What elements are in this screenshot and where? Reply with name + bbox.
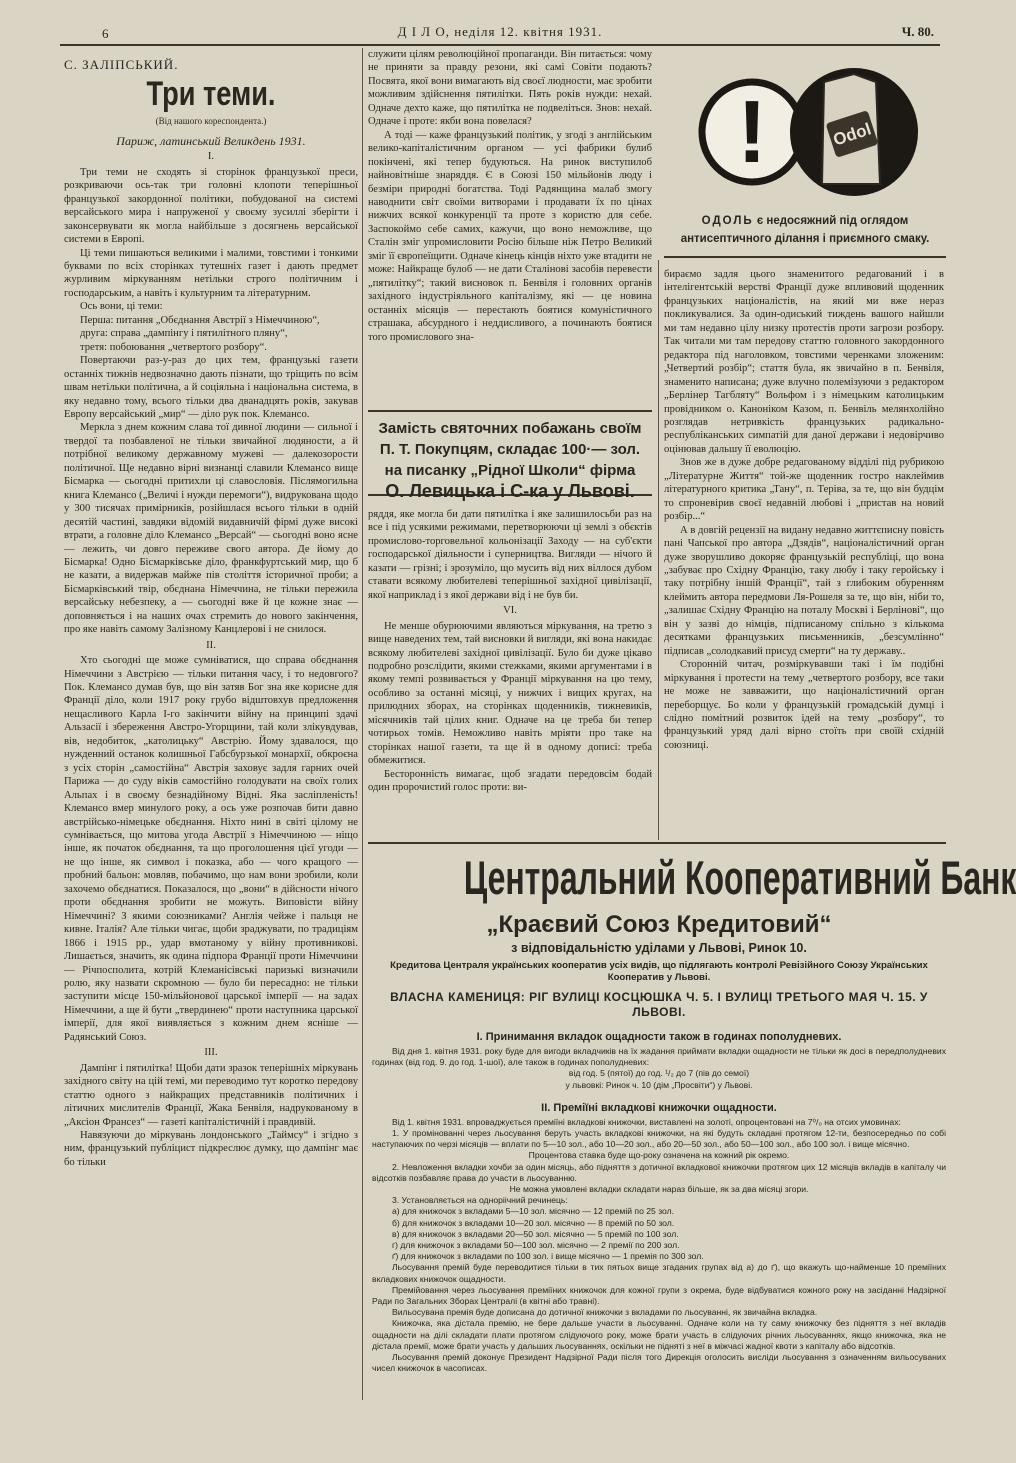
odol-slogan-line-2: антисептичного ділання і приємного смаку. <box>680 233 930 245</box>
article-paragraph: Перша: питання „Обєднання Австрії з Німеччиною“, <box>80 314 320 326</box>
odol-brand: Odol <box>830 119 874 150</box>
article-paragraph: Не менше обурюючими являються міркування, на третю з вище наведених тем, тай висновки й вигляди, які вона накидає всякому любителеві західної цивілізації. Було би дуже цікаво подробно розслідити, якими стежками, якими аргументами і в якому темпі розвивається у Франції міркування на цю тему, особливо за останні місяці, у нижчих і вищих кругах, на прилюдних зборах, на сторінках щоденників, тижневиків, місячників тай цілих книг. Одначе на це треба би тепер чотирьох томів. Неможливо навіть мріяти про таке на сторінках нашої газети, та ще й в одному дописі: треба обмежитися. <box>368 620 652 767</box>
section-numeral: III. <box>204 1047 218 1059</box>
issue-number: Ч. 80. <box>901 24 934 39</box>
bank-rule: 1. У промінованні через льосування беруть участь вкладкові книжочки, на які будуть складані протягом 12-ти, безпосередньо по собі наступаючих по черзі місяців — вплати по 5—10 зол., або 10—20 зол., або 20—50 зол., або 50—100 зол., або 100 зол. і вище місячно. <box>372 1128 946 1150</box>
ad-ridna-shkola <box>368 410 652 501</box>
article-paragraph: Знов же в дуже добре редагованому відділі під рубрикою „Літературне Життя“ той-же щоденник гостро наклеймив літературного критика „Тану“, п. Теріва, за те, що він будцім то спроневірив своєї недавній любові і „пристав на новий розбір...“ <box>664 457 944 523</box>
column-divider <box>658 260 659 840</box>
section-rule <box>664 256 946 258</box>
newspaper-masthead-line: Д І Л О, неділя 12. квітня 1931. <box>397 24 603 39</box>
article-note: (Від нашого кореспондента.) <box>155 116 267 127</box>
article-paragraph: А в довгій рецензії на видану недавно життєписну повість пані Чапської про автора „Дзядів“, націоналістичний орган дуже зворушливо докоряє французькій республіці, що вона „забуває про Східну Францію, таку любу і таку геройську і таку потрібну іншій Франції“, тай з глибоким обуренням клеймить автора передмови Ля-Рошеля за те, що він, ніби то, „залишає Східну Францію на поталу Москві і Берлінові“, що він у зазві до німців, підписаному спільно з кількома десятками французьких письменників, „безсумлінно“ підписав „солодкавий присуд смерти“ на ту державу.. <box>664 524 944 657</box>
article-paragraph: Повертаючи раз-у-раз до цих тем, французькі газети останніх тижнів недвозначно дають пізнати, що тріщить по всім швам нетільки політична, а й соціяльна і національна система, в яку недавно тому, всього тільки два дванадцять років, закував Европу версайський „мир“ — діло рук пок. Клемансо. <box>64 355 358 420</box>
ad-line: Замість святочних побажань своїм <box>378 420 642 437</box>
bank-rule: 2. Невложення вкладки хочби за один місяць, або підняття з дотичної вкладкової книжочки протягом цих 12 місяців вкладів в капіталу чи відсотків позбавляє права до участи в льосуванню. <box>372 1161 946 1183</box>
article-paragraph: друга: справа „дампінгу і пятилітного пляну“, <box>80 328 288 340</box>
article-paragraph: служити цілям революційної пропаганди. Він питається: чому не приняти за правду резони, які самі Совіти подають? Посвята, якої вони вимагають від своєї людности, має зробити можливим здійснення пятилітки. Пять років нужди: нехай. Одначе дехто каже, що пятилітка не подвеліться. Знов: нехай. Одначе і проте: якби вона повелася? <box>368 49 652 128</box>
bank-paragraph: Вильосувана премія буде дописана до дотичної книжочки з вкладами по льосуванні, як звичайна вкладка. <box>392 1307 818 1318</box>
bank-rule: Процентова ставка буде що-року означена на кожний рік окремо. <box>528 1150 790 1161</box>
bank-branches: з відповідальністю уділами у Львові, Ринок 10. <box>511 941 807 955</box>
article-paragraph: Меркла з днем кожним слава тої дивної людини — сильної і твердої та позбавленої не тільки звичайної людяности, а й потрібної великому державному мужеві — далекозорости політичної. Ще недавно вірні визнанці славили Клемансо вище Бісмарка — сьогодні притихли ці славословія. Післямогильна книга Клемансо („Величі і нужди перемоги“), видрукована щодо у 300 тисячах примірників, розійшлася всього тільки в одній десятій частині, завдяки відомій видавничій фірмі дуже високі втрати, а головне діло Клемансо „Версай“ — сьогодні воно ясне — лежить, чи довго переживе свого автора. Де йому до Бісмарка! Одно Бісмарківське діло, франкфуртський мир, що б не казати, а видержав майже пів століття історичної проби; а Бісмарківський твір, обєднана Німеччина, не тільки пережила версайську небезпеку, а — сьогодні вже й це кожне знає — доповняється і на наших очах стремить до нового закінчення, про яке навіть самому Залізному Канцлерові і не снилося. <box>64 422 358 636</box>
bank-rule: Не можна умовлені вкладки складати нараз більше, як за два місяці згори. <box>509 1184 809 1195</box>
ad-odol <box>664 48 946 256</box>
bank-rule: 3. Установляється на одноріічний речинець: <box>392 1195 568 1206</box>
page-header <box>60 22 940 46</box>
article-paragraph: Дампінг і пятилітка! Щоби дати зразок теперішніх міркувань західного світу на цій темі, ми переводимо тут коротко передову статтю одного з найкращих представників політичних і літичних мислителів Франції, Жака Бенвіля, надрукованому в „Аксіон Франсез“ — газеті капіталістичній і правдивій. <box>64 1062 358 1128</box>
article-paragraph: Сторонній читач, розміркувавши такі і їм подібні міркування і протести на тему „четвертого розбору, все таки не може не завважити, що націоналістичний орган переборщує. Бо коли у французькій громадській думці і слідно помітний розвиток ідей на тему „розбору“, то французький уряд далі вірно стоїть при своїй східній союзниці. <box>664 659 944 751</box>
bank-section-1-body <box>372 1046 946 1091</box>
article-paragraph: Навязуючи до міркувань лондонського „Таймсу“ і згідно з ним, французький публіцист підкреслює думку, що дампінг має бо тільки <box>64 1129 358 1168</box>
article-paragraph: Три теми не сходять зі сторінок французької преси, розкриваючи ось-так три головні клопоти теперішньої французької закордонної політики, побудованої на системі версайського мира і напруженої у своєму зусиллі зберігти і законсервувати як могла найбільше з досягнень версайської системи в Европі. <box>64 166 358 246</box>
exclamation-mark: ! <box>737 82 767 181</box>
odol-illustration <box>704 54 904 210</box>
page-number: 6 <box>102 26 109 41</box>
section-numeral: VI. <box>503 605 517 617</box>
ad-firm-name: О. Левицька і С-ка у Львові. <box>385 481 635 501</box>
bank-address: ВЛАСНА КАМЕНИЦЯ: РІГ ВУЛИЦІ КОСЦЮШКА Ч. 5. І ВУЛИЦІ ТРЕТЬОГО МАЯ Ч. 15. У ЛЬВОВІ. <box>390 990 928 1019</box>
article-column-1 <box>64 58 358 1398</box>
article-paragraph: А тоді — каже французький політик, у згоді з англійським велико-капіталістичним органом — усі фабрики булиб покінчені, які тепер будуються. На ринок виступилоб найновітніше знаряддя. Є в Союзі 150 мільйонів люду і безміри природні богатства. Тоді Радянщина малаб змогу наводнити світ своїми витворами і продавати їх по цінах нижчих всякої конкуренції та проте з користю для себе. Заспокоймо себе самих, кажучи, що воно неможливе, що Сталін зміг упромисловити Росію більше ніж Петро Великий зміг її європеїщити. Одначе кінець кінців ніхто уже втадити не може: Найкраще булоб — не дати Сталінові засобів перевести „пятилітку“; такий висновок п. Бенвіля і головних органів західного індустріяльного капіталізму, які — це новина останніх місяців — перестають боятися комуністичного страшака, абсурдного і неддисливого, а починають боятися того промислового зна- <box>368 129 652 343</box>
article-column-2-top <box>368 48 652 383</box>
bank-section-2-title: II. Преміїні вкладкові книжочки ощадности. <box>541 1101 777 1114</box>
column-divider <box>362 48 363 1400</box>
bank-prize: в) для книжочок з вкладами 20—50 зол. місячно — 5 премій по 100 зол. <box>392 1228 679 1239</box>
article-author: С. ЗАЛІПСЬКИЙ. <box>64 57 179 72</box>
ad-line: П. Т. Покупцям, складає 100·— зол. <box>379 441 641 458</box>
bank-paragraph: Від 1. квітня 1931. впроваджується преміїні вкладкові книжочки, виставлені на золоті, опроцентовані на 7⁰/₀ на отсих умовинах: <box>392 1116 901 1127</box>
bank-subtitle: „Краєвий Союз Кредитовий“ <box>486 911 832 938</box>
bank-central-note: Кредитова Централя українських кооператив усіх видів, що підлягають контролі Ревізійного Союзу Українських Кооператив у Львові. <box>390 960 928 983</box>
section-rule <box>368 842 946 844</box>
article-paragraph: бираємо задля цього знаменитого редагований і в інтелігентській верстві Франції дуже впливовий щоденник французьких націоналістів, на який ми вже нераз покликувалися. За один-одиський тиждень вашого найшли ми там недавно цілу низку протестів проти загрози розбору. Так читали ми там передову статтю головного закордонного редактора під наголовком, товстими черенками зложеним: „Четвертий розбір“; стаття була, як звичайно в п. Бенвіля, знаменито написана; дуже влучно полемізуючи з редактором „Берлінер Тагбляту“ Вольфом і з німецьким католицьким провідником о. Каноніком Казом, п. Бенвіль мелянхолійно розглядав нетривкість французьких радикально-республіканських симпатій для даної держави і недовірчиво оцінював дальшу її еволюцію. <box>664 269 944 455</box>
bank-section-1-title: I. Принимання вкладок ощадности також в годинах пополудневих. <box>476 1031 842 1043</box>
article-paragraph: ряддя, яке могла би дати пятилітка і яке залишилосьби раз на все і під усякими режимами, перетворюючи ці землі з обєктів промислово-торговельної кольонізації Заходу — на суб'єкти господарської діяльности і суперництва. Вигляди — нічого й казати — грізні; і зрозуміло, що мусить від них віллося дубом ставати всякому любителеві теперішньої західної цивілізації, якої наприклад і з якої держави від і не був би. <box>368 509 652 601</box>
ad-bank <box>372 848 1016 1408</box>
bank-prize: ґ) для книжочок з вкладами по 100 зол. і вище місячно — 1 премія по 300 зол. <box>392 1251 704 1262</box>
article-paragraph: третя: побоювання „четвертого розбору“. <box>80 341 267 353</box>
bank-prize: а) для книжочок з вкладами 5—10 зол. місячно — 12 премій по 25 зол. <box>392 1206 675 1217</box>
article-paragraph: Хто сьогодні ще може сумніватися, що справа обєднання Німеччини з Австрією — тільки питання часу, і то недовгого? Пок. Клемансо думав був, що він затяв Бог зна яке корисне для Франції діло, коли 1917 року грубо відштовхув предложення нещасливого Карла I-го закінчити війну на принципі здачі Альзасії і збереження Австро-Угорщини, тай коли злікувдував, вів, недобиток, „католицьку“ Австрію. Йому здавалося, що нужденний останок колишньої Габсбурзької монархії, обкроєна з усіх сторін „самостійна“ Австрія заховує задля гарних очей Парижа — до суду віків самостійно голодувати на своїх голих Альпах і в своєму безнадійному Відні. Яка засліпленість! Клемансо вмер минулого року, а ось уже розпочав бити давно австрійсько-німецьке обєднання. Ніхто нині в світі цілому не сумнівається, що митова угода Австрії з Німеччиною — ніщо інше, як початок обєднання, та що проголошення цієї угоди — не що інше, як символ і показка, або — чого кращого — пробний бальон: мовляв, побачимо, що нам вони зробили, коли захочемо обєднатися. Показалося, що „вони“ в дійсности нічого проти обєднання зробити не можуть. Виповісти війну Німеччині? З якими союзниками? Англія чейже і пальця не кивне. Італія? Але тільки чигає, щоби зраджувати, по традиціям 1866 і 1915 рр., удар вмотаному у війну противникові. Лишається, значить, як одина підпора Франції проти Німеччини — Річпосполита, котрій Клеманісівські паризькі визначили ролю, яку назвати скромною — було би пересадно: не тільки заступити місце 150-мільйонової царської імперії — на задах Німеччини, а ще й бути „твердинею“ проти наступника царської імперії, для якої виявляється з кожним днем ясніше — Радянський Союз. <box>64 655 358 1043</box>
article-column-3 <box>664 268 944 838</box>
article-column-2-bottom <box>368 508 652 838</box>
bank-prize: б) для книжочок з вкладами 10—20 зол. місячно — 8 премій по 50 зол. <box>392 1217 675 1228</box>
article-dateline: Париж, латинський Великдень 1931. <box>116 133 306 148</box>
bank-hours: у львовкі: Ринок ч. 10 (дім „Просвіти“) у Львові. <box>565 1079 753 1090</box>
bank-title: Центральний Кооперативний Банк <box>463 851 1016 904</box>
bank-paragraph: Льосування премій буде переводитися тільки в тих пятьох вище згаданих групах від а) до ґ), що вкажуть що-найменше 10 преміїних вкладкових книжочок ощадности. <box>372 1262 946 1284</box>
bank-section-2-body <box>372 1117 946 1375</box>
section-numeral: I. <box>207 151 215 163</box>
bank-paragraph: Премійовання через льосування преміїних книжочок для кожної групи з окрема, буде відбуватися кожного року на засіданні Надзірної Ради по Загальних Зборах Централі (в квітні або травні). <box>372 1284 946 1307</box>
article-headline: Три теми. <box>146 75 276 114</box>
article-paragraph: Ці теми пишаються великими і малими, товстими і тонкими буквами по всіх сторінках тутешніх газет і дають предмет журливим міркуванням нетільки строго політичним і господарським, а навіть і культурним та літературним. <box>64 247 358 299</box>
section-numeral: II. <box>206 639 216 651</box>
article-paragraph: Бесторонність вимагає, щоб згадати передовсім бодай один пророчистий голос проти: ви- <box>368 768 652 794</box>
odol-slogan <box>664 212 946 248</box>
bank-paragraph: Книжочка, яка дістала премію, не бере дальше участи в льосуванні. Одначе коли на ту саму книжочку без підняття з неї вкладів ощадности на ділі складати плати протягом слідуючого року, може брати участь в слідуючих річних льосуваннях, якщо книжочка, яка не дістала премії, може брати участь у дальших льосуваннях, оскільки не підняті з неї в міжчасі жадної квоти з капіталу або відсотків. <box>372 1318 946 1351</box>
odol-slogan-text: є недосяжний під оглядом <box>756 215 909 227</box>
bank-paragraph: Від дня 1. квітня 1931. року буде для вигоди вкладчиків на їх жадання приймати вкладки ощадности не тільки як досі в передполудневих годинах (від год. 9. до год. 1-шої), але також в годинах пополудневих: <box>372 1046 946 1068</box>
bank-paragraph: Льосування премій доконує Президент Надзірної Ради після того Дирекція оголосить висліди льосування з означенням вильосуваних чисел книжочок в часописах. <box>372 1352 946 1374</box>
article-paragraph: Ось вони, ці теми: <box>80 301 163 313</box>
ad-line: на писанку „Рідної Школи“ фірма <box>384 462 636 479</box>
bank-hours: від год. 5 (пятої) до год. ¹/₂ до 7 (пів до семої) <box>568 1068 750 1079</box>
odol-slogan-brand: ОДОЛЬ <box>701 215 754 227</box>
odol-slogan-line-1 <box>664 212 946 230</box>
bank-prize: г) для книжочок з вкладами 50—100 зол. місячно — 2 премії по 200 зол. <box>392 1240 680 1251</box>
